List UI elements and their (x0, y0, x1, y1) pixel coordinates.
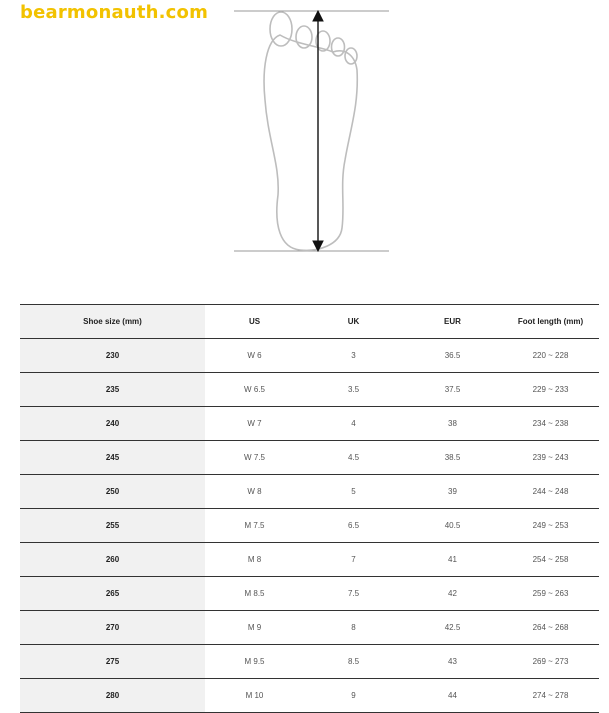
cell-uk: 8.5 (304, 645, 403, 679)
table-row (20, 475, 599, 509)
cell-uk: 3.5 (304, 373, 403, 407)
cell-foot-length: 274 ~ 278 (502, 679, 599, 713)
cell-uk: 8 (304, 611, 403, 645)
cell-shoe-size: 265 (20, 577, 205, 611)
cell-us: M 8.5 (205, 577, 304, 611)
cell-shoe-size: 235 (20, 373, 205, 407)
cell-uk: 3 (304, 339, 403, 373)
table-header-row (20, 305, 599, 339)
cell-us: W 6.5 (205, 373, 304, 407)
header-eur: EUR (403, 305, 502, 339)
cell-foot-length: 249 ~ 253 (502, 509, 599, 543)
cell-eur: 42 (403, 577, 502, 611)
foot-measurement-diagram (225, 0, 400, 262)
table-row (20, 339, 599, 373)
cell-uk: 7 (304, 543, 403, 577)
header-us: US (205, 305, 304, 339)
table-row (20, 543, 599, 577)
cell-us: W 8 (205, 475, 304, 509)
cell-us: W 7 (205, 407, 304, 441)
header-shoe-size: Shoe size (mm) (20, 305, 205, 339)
cell-eur: 36.5 (403, 339, 502, 373)
cell-foot-length: 229 ~ 233 (502, 373, 599, 407)
table-row (20, 645, 599, 679)
cell-us: M 9.5 (205, 645, 304, 679)
table-row (20, 577, 599, 611)
cell-eur: 38.5 (403, 441, 502, 475)
cell-eur: 41 (403, 543, 502, 577)
table-row (20, 441, 599, 475)
cell-foot-length: 254 ~ 258 (502, 543, 599, 577)
table-row (20, 373, 599, 407)
cell-eur: 44 (403, 679, 502, 713)
header-foot-length: Foot length (mm) (502, 305, 599, 339)
cell-us: W 7.5 (205, 441, 304, 475)
cell-shoe-size: 270 (20, 611, 205, 645)
cell-uk: 9 (304, 679, 403, 713)
size-chart-table (20, 304, 599, 713)
cell-eur: 37.5 (403, 373, 502, 407)
cell-eur: 42.5 (403, 611, 502, 645)
cell-uk: 7.5 (304, 577, 403, 611)
watermark-text: bearmonauth.com (20, 2, 209, 23)
cell-uk: 4 (304, 407, 403, 441)
cell-foot-length: 244 ~ 248 (502, 475, 599, 509)
cell-eur: 40.5 (403, 509, 502, 543)
cell-shoe-size: 275 (20, 645, 205, 679)
cell-us: W 6 (205, 339, 304, 373)
cell-shoe-size: 230 (20, 339, 205, 373)
cell-eur: 43 (403, 645, 502, 679)
cell-shoe-size: 280 (20, 679, 205, 713)
cell-foot-length: 239 ~ 243 (502, 441, 599, 475)
cell-uk: 4.5 (304, 441, 403, 475)
cell-shoe-size: 250 (20, 475, 205, 509)
cell-us: M 10 (205, 679, 304, 713)
cell-foot-length: 269 ~ 273 (502, 645, 599, 679)
cell-foot-length: 220 ~ 228 (502, 339, 599, 373)
foot-outline-icon (264, 12, 357, 250)
cell-shoe-size: 255 (20, 509, 205, 543)
cell-foot-length: 234 ~ 238 (502, 407, 599, 441)
cell-foot-length: 259 ~ 263 (502, 577, 599, 611)
cell-shoe-size: 260 (20, 543, 205, 577)
cell-eur: 39 (403, 475, 502, 509)
table-row (20, 407, 599, 441)
cell-us: M 9 (205, 611, 304, 645)
table-row (20, 679, 599, 713)
cell-uk: 6.5 (304, 509, 403, 543)
table-row (20, 509, 599, 543)
cell-shoe-size: 245 (20, 441, 205, 475)
cell-shoe-size: 240 (20, 407, 205, 441)
cell-eur: 38 (403, 407, 502, 441)
cell-us: M 7.5 (205, 509, 304, 543)
cell-foot-length: 264 ~ 268 (502, 611, 599, 645)
header-uk: UK (304, 305, 403, 339)
cell-uk: 5 (304, 475, 403, 509)
cell-us: M 8 (205, 543, 304, 577)
table-row (20, 611, 599, 645)
